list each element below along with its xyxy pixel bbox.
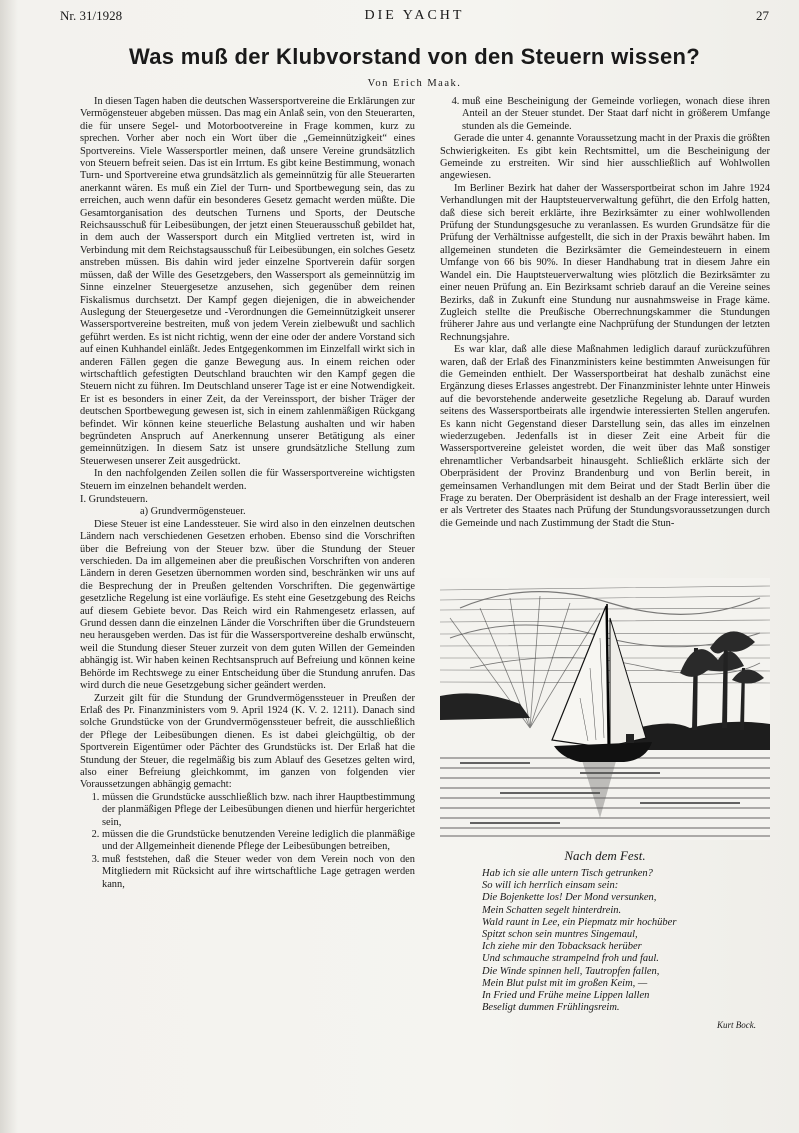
poem-line: Die Bojenkette los! Der Mond versunken,: [482, 892, 657, 904]
paragraph: Gerade die unter 4. genannte Voraussetzung macht in der Praxis die größten Schwierigkeiten. Es gibt kein Rechtsmittel, um die Bescheinigung der Gemeinde zu erstreiten. Wir sind hier ausschließlich auf Wohlwollen angewiesen.: [440, 133, 770, 182]
poem: [440, 848, 770, 1030]
poem-line: Beseligt dummen Frühlingsreim.: [482, 1002, 620, 1014]
list-item: 2. müssen die die Grundstücke benutzenden Vereine lediglich die planmäßige und der Allgemeinheit dienende Pflege der Leibesübungen betreiben,: [102, 829, 415, 854]
poem-line: Mein Blut pulst mit im großen Keim, —: [482, 977, 648, 989]
subsection-heading: a) Grundvermögensteuer.: [140, 506, 246, 518]
magazine-title: DIE YACHT: [364, 8, 465, 23]
paragraph: In diesen Tagen haben die deutschen Wassersportvereine die Erklärungen zur Vermögensteuer abgeben müssen. Das mag ein Anlaß sein, von den Steuerarten, die für unsere Segel- und Motorbootvereine in Frage kommen, kurz zu sprechen. Vorher aber noch ein Wort über die „Gemeinnützigkeit“ eines Sportvereins. Viele Wassersportler meinen, daß unsere Vereine grundsätzlich von Steuern befreit seien. Das ist ein Irrtum. Es gibt keine Bestimmung, wonach Turn- und Sportvereine etwa grundsätzlich als gemeinnützig für alle Steuerarten anerkannt wären. Es muß ein Ziel der Turn- und Sportbewegung sein, das zu erreichen, auch wenn dafür ein besonderes Gesetz gemacht werden müßte. Die Gesamtorganisation des deutschen Turnens und Sports, der Deutsche Reichsausschuß für Leibesübungen, der jetzt einen Steuerausschuß gebildet hat, in dem auch der Wassersport durch ein Mitglied vertreten ist, wird in Verbindung mit dem Reichstagsausschuß für Leibesübungen, ein solches Gesetz anstreben müssen. Bis dahin wird jeder einzelne Sportverein dafür sorgen müssen, daß der Wille des Gesetzgebers, den Wassersport als gemeinnützig im Sinne einzelner Steuergesetze anzusehen, sich gegenüber dem reinen Fiskalismus durchsetzt. Der Kampf gegen diejenigen, die in abweichender Auslegung der Steuergesetze und -Verordnungen die Gemeinnützigkeit unserer Wassersportvereine bestreiten, muß von jedem Verein zielbewußt und sachlich geführt werden. Es ist nicht richtig, wenn der eine oder der andere Vorstand sich auf einen Kuhhandel einläßt. Jedes Entgegenkommen im Einzelfall wirkt sich in anderen Fällen gegen die ganze Bewegung aus. In einem reichen oder wirtschaftlich gefestigten Deutschland brauchten wir den Kampf gegen die Steuern nicht zu führen. Im Deutschland unserer Tage ist er eine Notwendigkeit. Er ist es besonders in einer Zeit, da der Vereinssport, der bisher Träger der deutschen Sportbewegung gewesen ist, sich in einem zahlenmäßigen Rückgang befindet. Wir können keine steuerliche Belastung aushalten und wir haben begründeten Anspruch auf Anerkennung unserer Betätigung als einer gemeinnützigen. In diesem Satz ist unsere grundsätzliche Stellung zum Steuerwesen unserer Zeit ausgedrückt.: [80, 96, 415, 467]
paragraph: Es war klar, daß alle diese Maßnahmen lediglich darauf zurückzuführen waren, daß der Erlaß des Finanzministers keine bestimmten Anweisungen für die Gemeinden enthielt. Der Wassersportbeirat hat deshalb zunächst eine Ergänzung dieses Erlasses angestrebt. Der Finanzminister lehnte unter Hinweis auf die bevorstehende anderweite gesetzliche Regelung ab. Darauf wurden seitens des Wassersportbeirats alle irgendwie interessierten Stellen angerufen. Es kann nicht Gegenstand dieser Darstellung sein, das alles im einzelnen wiederzugeben. Jedenfalls ist in dieser Zeit eine Arbeit für die Wassersportvereine geleistet worden, die weit über das Maß sonstiger ehrenamtlicher Verbandsarbeit hinausgeht. Schließlich erklärte sich der Oberpräsident der Provinz Brandenburg und von Berlin bereit, in gemeinsamen Verhandlungen mit dem Beirat und der Stadt Berlin über die Frage zu beraten. Der Oberpräsident ist deshalb an der Frage interessiert, weil er als Vertreter des Staates nach Prüfung der Stundungsvoraussetzungen durch die Gemeinde und nach Zustimmung der Stadt die Stun-: [440, 344, 770, 529]
poem-line: Ich ziehe mir den Tobacksack herüber: [482, 941, 642, 953]
paragraph: Diese Steuer ist eine Landessteuer. Sie wird also in den einzelnen deutschen Ländern nach verschiedenen Gesetzen erhoben. Ebenso sind die Vorschriften über die Befreiung von der Steuer bzw. über die Stundung der Steuer verschieden. Da im allgemeinen aber die preußischen Vorschriften von anderen Ländern in deren Gesetzen übernommen worden sind, beschränken wir uns auf die Besprechung der in Preußen geltenden Vorschriften. Die gegenwärtige gesetzliche Regelung ist eine vorläufige. Es steht eine Gesetzgebung des Reichs auf diesem Gebiete bevor. Das Reich wird ein Rahmengesetz erlassen, auf Grund dessen dann die einzelnen Länder die Vorschriften über die Grundsteuern neu herausgeben werden. Das ist für die Wassersportvereine deshalb erwünscht, weil die Stundung dieser Steuer zurzeit von dem guten Willen der Gemeinden abhängig ist. Wir haben keinen Rechtsanspruch auf Befreiung und können keine Behörde im Rechtswege zu einer Entscheidung über die Stundung anrufen. Das wird durch die neue Gesetzgebung sicher geändert werden.: [80, 518, 415, 692]
paragraph: In den nachfolgenden Zeilen sollen die für Wassersportvereine wichtigsten Steuern im einzelnen behandelt werden.: [80, 468, 415, 492]
list-item: 3. muß feststehen, daß die Steuer weder von dem Verein noch von den Mitgliedern mit Rücksicht auf ihre wirtschaftliche Lage getragen werden kann,: [102, 854, 415, 891]
article-author: Von Erich Maak.: [367, 78, 462, 89]
page-number: 27: [756, 8, 769, 23]
paragraph: Zurzeit gilt für die Stundung der Grundvermögenssteuer in Preußen der Erlaß des Pr. Finanzministers vom 9. April 1924 (K. V. 2. 1211). Danach sind solche Grundstücke von der Grundvermögenssteuer befreit, die ausschließlich der Pflege der Leibesübungen dienen. Es ist dabei gleichgültig, ob der Sportverein Eigentümer oder Pächter des Grundstücks ist. Der Erlaß hat die Stundung der Steuer, die regelmäßig bis zum Ablauf des Gesetzes gelten wird, also einer Befreiung gleichkommt, im ganzen von folgenden vier Voraussetzungen abhängig gemacht:: [80, 692, 415, 791]
article-title: Was muß der Klubvorstand von den Steuern wissen?: [128, 44, 700, 69]
poem-title: Nach dem Fest.: [564, 848, 646, 863]
conditions-list-continued: [440, 96, 770, 133]
poem-line: Spitzt schon sein muntres Singemaul,: [482, 929, 638, 941]
sailboat-illustration: [440, 578, 770, 840]
poem-line: Und schmauche strampelnd froh und faul.: [482, 953, 659, 965]
poem-line: Mein Schatten segelt hinterdrein.: [482, 904, 622, 916]
poem-author: Kurt Bock.: [717, 1020, 756, 1031]
poem-body: [440, 868, 770, 1014]
poem-line: Wald raunt in Lee, ein Piepmatz mir hochüber: [482, 916, 677, 928]
list-item: 4. muß eine Bescheinigung der Gemeinde vorliegen, wonach diese ihren Anteil an der Steuer stundet. Der Staat darf nicht in größerem Umfange stunden als die Gemeinde.: [462, 96, 770, 133]
poem-line: Die Winde spinnen hell, Tautropfen fallen,: [482, 965, 660, 977]
list-item: 1. müssen die Grundstücke ausschließlich bzw. nach ihrer Hauptbestimmung der planmäßigen Pflege der Leibesübungen dienen und hierfür hergerichtet sein,: [102, 792, 415, 829]
conditions-list: [80, 792, 415, 891]
poem-line: So will ich herrlich einsam sein:: [482, 880, 619, 892]
issue-number: Nr. 31/1928: [60, 8, 123, 23]
section-heading: I. Grundsteuern.: [80, 494, 148, 505]
right-column: [440, 96, 770, 566]
paragraph: Im Berliner Bezirk hat daher der Wassersportbeirat schon im Jahre 1924 Verhandlungen mit der Hauptsteuerverwaltung geführt, die den Erfolg hatten, daß diese sich bereit erklärte, ihre Bezirksämter zu einer wohlwollenden Prüfung der Stundungsgesuche zu veranlassen. Es wurden Grundsätze für die Prüfung der Verhältnisse aufgestellt, die sich in der Praxis bewährt haben. Im allgemeinen stundeten die Bezirksämter die Gemeindesteuern in einem Umfange von 66 bis 90%. In dieser Handhabung trat in diesem Jahre ein Wandel ein. Die Hauptsteuerverwaltung wies plötzlich die Bezirksämter zu einer neuen Prüfung an. Ein Bezirksamt schrieb darauf an die Vereine seines Bezirks, daß in Zukunft eine Stundung nur ausnahmsweise in Frage käme. Zugleich stellte die Preußische Oberrechnungskammer die Stundungen früherer Jahre aus und verlangte eine Nachprüfung der Stundungen der letzten Rechnungsjahre.: [440, 182, 770, 343]
poem-line: In Fried und Frühe meine Lippen lallen: [482, 990, 650, 1002]
page-header: [60, 8, 769, 28]
poem-line: Hab ich sie alle untern Tisch getrunken?: [482, 868, 653, 879]
left-column: [80, 96, 415, 1096]
